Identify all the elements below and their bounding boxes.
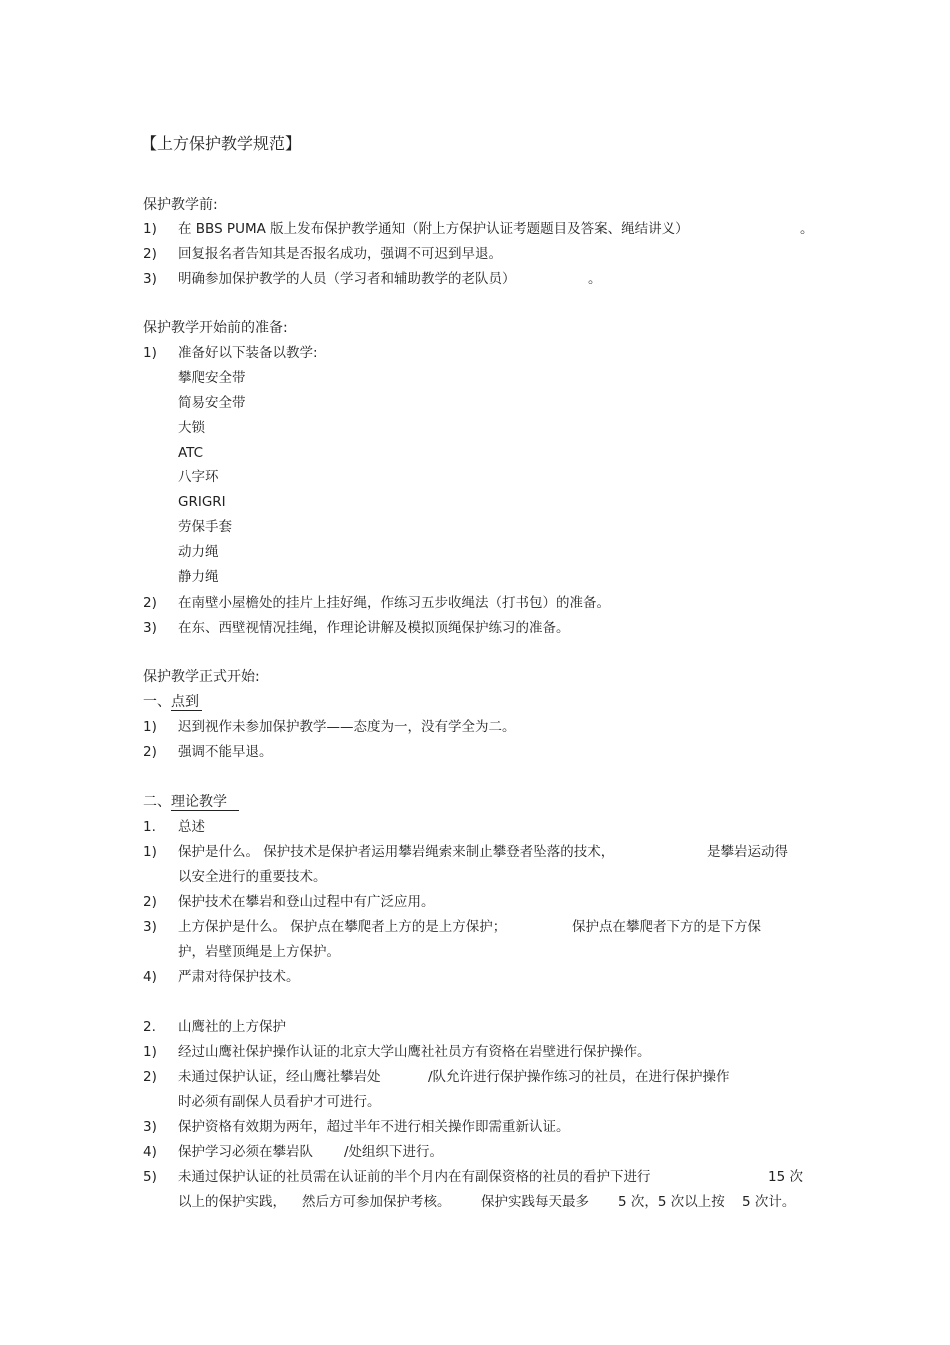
- item-text: 上方保护是什么。 保护点在攀爬者上方的是上方保护；: [178, 919, 507, 935]
- item-text: 在东、西壁视情况挂绳，作理论讲解及模拟顶绳保护练习的准备。: [178, 620, 570, 636]
- item-text-wrap: 5 次计。: [742, 1194, 796, 1210]
- item-text-cont: 保护点在攀爬者下方的是下方保: [572, 919, 761, 935]
- item-text: 总述: [178, 819, 205, 835]
- part-prefix: 一、: [143, 694, 171, 710]
- item-text-wrap: 然后方可参加保护考核。: [302, 1194, 451, 1210]
- list-item: [143, 742, 273, 762]
- item-number: 1): [143, 221, 157, 237]
- item-text: 迟到视作未参加保护教学——态度为一，没有学全为二。: [178, 719, 516, 735]
- item-text: 明确参加保护教学的人员（学习者和辅助教学的老队员）: [178, 271, 516, 287]
- list-item: [143, 1167, 651, 1187]
- item-text-wrap: 以上的保护实践，: [178, 1194, 286, 1210]
- item-number: 4): [143, 969, 157, 985]
- item-number: 2): [143, 744, 157, 760]
- item-number: 1): [143, 345, 157, 361]
- item-number: 2): [143, 1069, 157, 1085]
- list-item: [143, 892, 435, 912]
- list-item: [143, 842, 614, 862]
- list-item: [143, 717, 516, 737]
- list-item: [143, 1117, 570, 1137]
- subsection-heading: [143, 817, 205, 837]
- item-text: 在南壁小屋檐处的挂片上挂好绳，作练习五步收绳法（打书包）的准备。: [178, 595, 610, 611]
- section-heading-before: 保护教学前:: [143, 197, 218, 213]
- item-text-wrap: 时必须有副保人员看护才可进行。: [178, 1094, 381, 1110]
- item-text: 保护是什么。 保护技术是保护者运用攀岩绳索来制止攀登者坠落的技术，: [178, 844, 615, 860]
- item-text: 在 BBS PUMA 版上发布保护教学通知（附上方保护认证考题题目及答案、绳结讲义）: [178, 221, 689, 237]
- item-number: 2): [143, 894, 157, 910]
- list-item: [143, 1142, 313, 1162]
- gear-item: GRIGRI: [178, 494, 226, 510]
- list-item: [143, 967, 300, 987]
- list-item: [143, 1067, 381, 1087]
- item-number: 1): [143, 844, 157, 860]
- item-number: 1): [143, 719, 157, 735]
- item-number: 1): [143, 1044, 157, 1060]
- item-text: 保护技术在攀岩和登山过程中有广泛应用。: [178, 894, 435, 910]
- list-item: [143, 343, 318, 363]
- doc-title: 【上方保护教学规范】: [141, 134, 302, 153]
- list-item: [143, 593, 610, 613]
- gear-item: 八字环: [178, 469, 219, 485]
- item-text-cont: 15 次: [768, 1169, 803, 1185]
- gear-item: 简易安全带: [178, 395, 246, 411]
- item-text: 准备好以下装备以教学:: [178, 345, 318, 361]
- subsection-heading: [143, 1017, 286, 1037]
- gear-item: 静力绳: [178, 569, 219, 585]
- item-number: 4): [143, 1144, 157, 1160]
- item-text: 保护学习必须在攀岩队: [178, 1144, 313, 1160]
- gear-item: ATC: [178, 445, 204, 461]
- item-text-cont: /处组织下进行。: [344, 1144, 444, 1160]
- item-number: 3): [143, 919, 157, 935]
- item-tail: 。: [800, 221, 814, 237]
- list-item: [143, 219, 689, 239]
- part-prefix: 二、: [143, 794, 171, 810]
- item-number: 5): [143, 1169, 157, 1185]
- section-heading-preparation: 保护教学开始前的准备:: [143, 320, 288, 336]
- item-tail: 。: [588, 271, 602, 287]
- item-number: 3): [143, 620, 157, 636]
- gear-item: 动力绳: [178, 544, 219, 560]
- list-item: [143, 1042, 651, 1062]
- item-text-wrap: 保护实践每天最多: [481, 1194, 589, 1210]
- gear-item: 攀爬安全带: [178, 370, 246, 386]
- item-number: 2.: [143, 1019, 156, 1035]
- item-number: 2): [143, 595, 157, 611]
- item-number: 3): [143, 1119, 157, 1135]
- item-text: 回复报名者告知其是否报名成功，强调不可迟到早退。: [178, 246, 502, 262]
- item-number: 2): [143, 246, 157, 262]
- item-text-wrap: 护，岩壁顶绳是上方保护。: [178, 944, 340, 960]
- list-item: [143, 269, 516, 289]
- section-heading-formal-start: 保护教学正式开始:: [143, 669, 260, 685]
- gear-item: 大锁: [178, 420, 205, 436]
- list-item: [143, 917, 506, 937]
- item-text: 强调不能早退。: [178, 744, 273, 760]
- item-text: 未通过保护认证，经山鹰社攀岩处: [178, 1069, 381, 1085]
- item-text: 山鹰社的上方保护: [178, 1019, 286, 1035]
- list-item: [143, 618, 570, 638]
- list-item: [143, 244, 502, 264]
- item-text-cont: /队允许进行保护操作练习的社员，在进行保护操作: [428, 1069, 730, 1085]
- gear-item: 劳保手套: [178, 519, 232, 535]
- item-text-wrap: 5 次，5 次以上按: [618, 1194, 725, 1210]
- item-text: 保护资格有效期为两年，超过半年不进行相关操作即需重新认证。: [178, 1119, 570, 1135]
- item-text: 未通过保护认证的社员需在认证前的半个月内在有副保资格的社员的看护下进行: [178, 1169, 651, 1185]
- item-text: 严肃对待保护技术。: [178, 969, 300, 985]
- part-heading-roll-call: [143, 692, 202, 712]
- part-title: 点到: [171, 694, 202, 711]
- part-title: 理论教学: [171, 794, 239, 811]
- item-text: 经过山鹰社保护操作认证的北京大学山鹰社社员方有资格在岩壁进行保护操作。: [178, 1044, 651, 1060]
- item-text-wrap: 以安全进行的重要技术。: [178, 869, 327, 885]
- item-text-cont: 是攀岩运动得: [707, 844, 788, 860]
- part-heading-theory: [143, 792, 239, 812]
- item-number: 3): [143, 271, 157, 287]
- item-number: 1.: [143, 819, 156, 835]
